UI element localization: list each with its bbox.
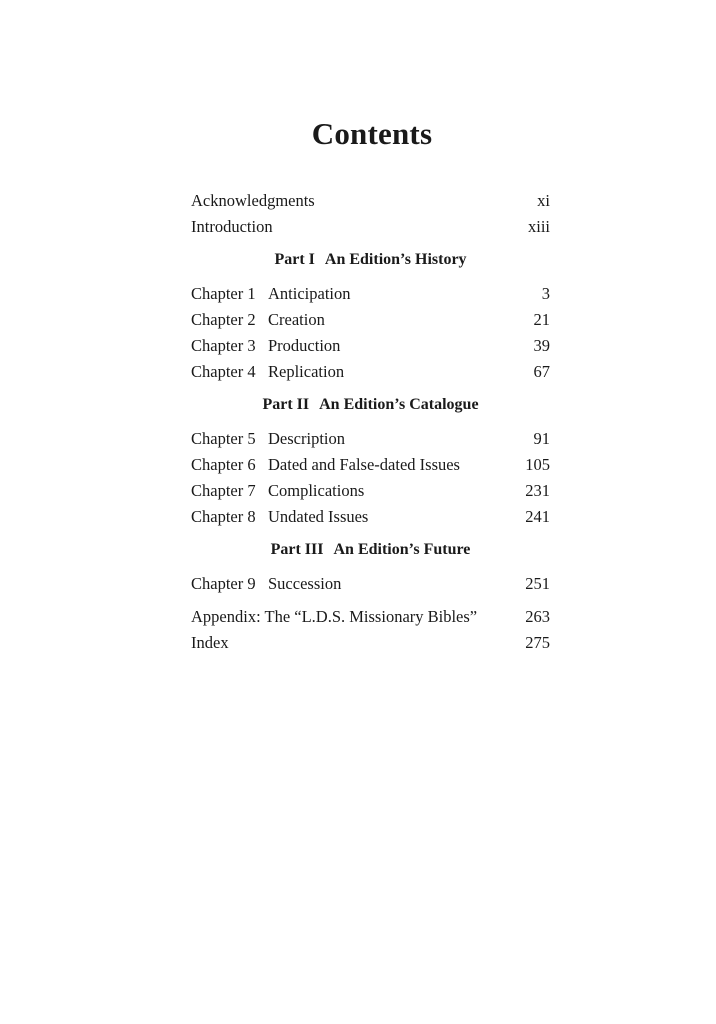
chapter-number: Chapter 3 <box>191 336 256 355</box>
chapter-number: Chapter 1 <box>191 284 256 303</box>
toc-entry-chapter-3[interactable] <box>191 333 550 359</box>
chapter-number: Chapter 6 <box>191 455 256 474</box>
chapter-title: Anticipation <box>268 284 351 303</box>
chapter-title: Production <box>268 336 341 355</box>
entry-page-number: xiii <box>527 217 550 236</box>
part-title: An Edition’s Future <box>333 541 471 558</box>
entry-page-number: xi <box>537 191 550 210</box>
entry-label: Appendix: The “L.D.S. Missionary Bibles” <box>191 607 478 626</box>
toc-entry-chapter-2[interactable] <box>191 307 550 333</box>
entry-page-number: 3 <box>541 284 550 303</box>
entry-label: Introduction <box>191 217 273 236</box>
toc-entry-index[interactable] <box>191 630 550 656</box>
chapter-title: Description <box>268 429 345 448</box>
part-heading-3 <box>191 537 550 563</box>
chapter-title: Replication <box>268 362 345 381</box>
part-heading-1 <box>191 247 550 273</box>
toc-entry-chapter-9[interactable] <box>191 571 550 597</box>
entry-page-number: 241 <box>525 507 550 526</box>
toc-entry-chapter-5[interactable] <box>191 426 550 452</box>
toc-entry-chapter-7[interactable] <box>191 478 550 504</box>
chapter-title: Dated and False-dated Issues <box>268 455 460 474</box>
part-title: An Edition’s History <box>324 251 467 268</box>
entry-page-number: 275 <box>525 633 550 652</box>
entry-page-number: 263 <box>525 607 550 626</box>
table-of-contents <box>191 188 550 656</box>
chapter-number: Chapter 4 <box>191 362 256 381</box>
entry-page-number: 39 <box>533 336 550 355</box>
chapter-title: Succession <box>268 574 342 593</box>
part-number: Part I <box>274 251 315 268</box>
chapter-title: Undated Issues <box>268 507 369 526</box>
chapter-title: Creation <box>268 310 325 329</box>
chapter-number: Chapter 9 <box>191 574 256 593</box>
entry-page-number: 105 <box>525 455 550 474</box>
toc-entry-appendix[interactable] <box>191 604 550 630</box>
entry-page-number: 21 <box>533 310 550 329</box>
part-heading-2 <box>191 392 550 418</box>
entry-page-number: 251 <box>525 574 550 593</box>
chapter-number: Chapter 8 <box>191 507 256 526</box>
chapter-number: Chapter 7 <box>191 481 256 500</box>
entry-page-number: 231 <box>525 481 550 500</box>
part-title: An Edition’s Catalogue <box>319 396 479 413</box>
chapter-number: Chapter 5 <box>191 429 256 448</box>
toc-entry-chapter-6[interactable] <box>191 452 550 478</box>
part-number: Part II <box>262 396 310 413</box>
entry-page-number: 67 <box>533 362 550 381</box>
toc-entry-chapter-8[interactable] <box>191 504 550 530</box>
entry-page-number: 91 <box>533 429 550 448</box>
chapter-title: Complications <box>268 481 365 500</box>
part-number: Part III <box>270 541 324 558</box>
toc-entry-introduction[interactable] <box>191 214 550 240</box>
toc-entry-chapter-4[interactable] <box>191 359 550 385</box>
page-title: Contents <box>311 116 433 151</box>
toc-entry-chapter-1[interactable] <box>191 281 550 307</box>
toc-entry-acknowledgments[interactable] <box>191 188 550 214</box>
entry-label: Acknowledgments <box>191 191 315 210</box>
chapter-number: Chapter 2 <box>191 310 256 329</box>
entry-label: Index <box>191 633 229 652</box>
